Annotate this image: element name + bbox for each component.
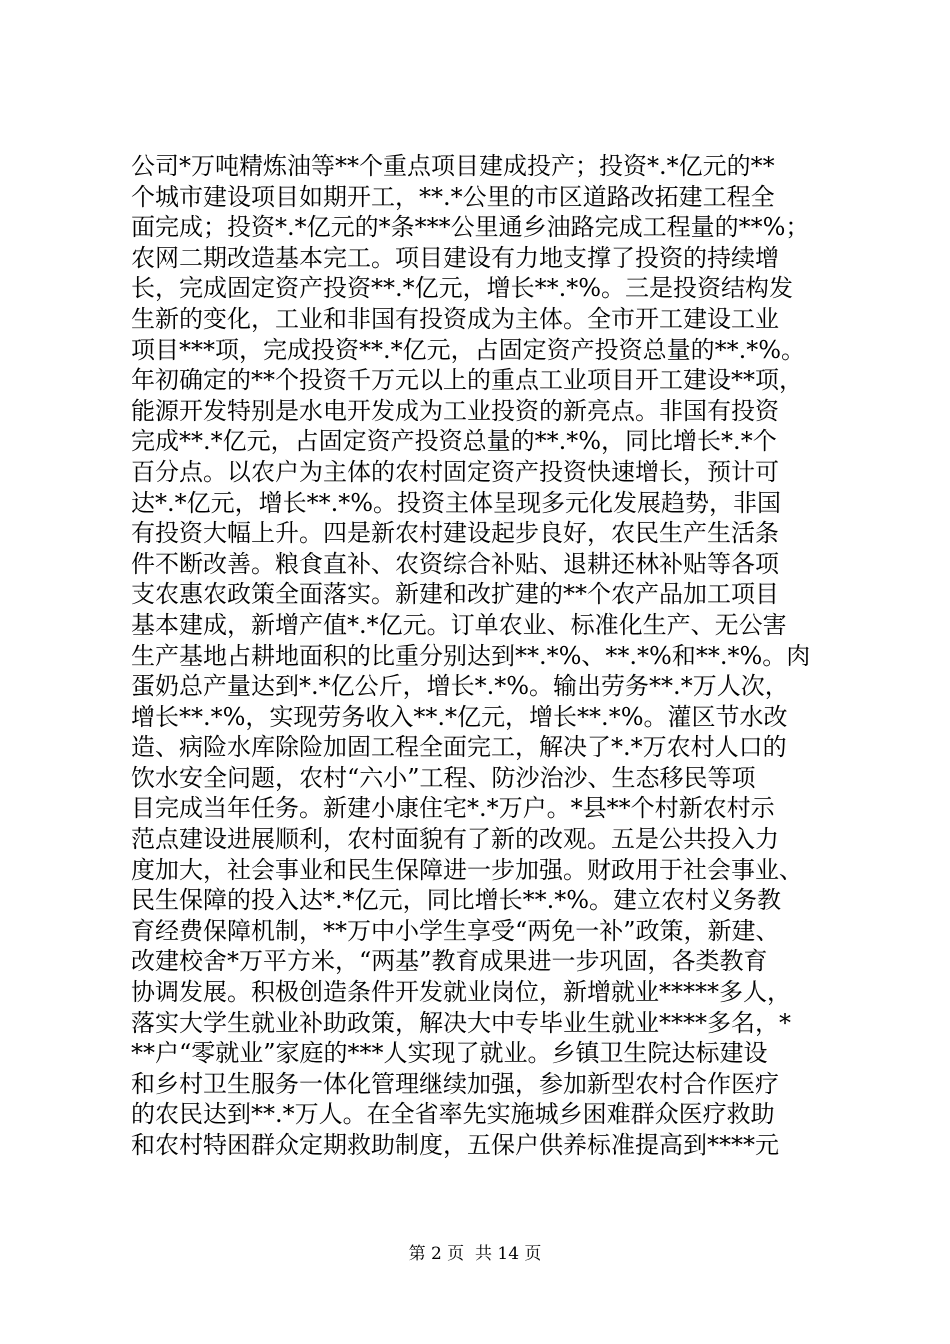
- text-line: 项目***项，完成投资**.*亿元，占固定资产投资总量的**.*%。: [131, 335, 806, 364]
- text-line: 饮水安全问题，农村“六小”工程、防沙治沙、生态移民等项: [131, 763, 756, 792]
- text-line: **户“零就业”家庭的***人实现了就业。乡镇卫生院达标建设: [131, 1039, 768, 1068]
- text-line: 造、病险水库除险加固工程全面完工，解决了*.*万农村人口的: [131, 733, 787, 762]
- text-line: 达*.*亿元，增长**.*%。投资主体呈现多元化发展趋势，非国: [131, 488, 782, 517]
- text-line: 度加大，社会事业和民生保障进一步加强。财政用于社会事业、: [131, 855, 803, 884]
- text-line: 面完成；投资*.*亿元的*条***公里通乡油路完成工程量的**%；: [131, 213, 810, 242]
- text-line: 完成**.*亿元，占固定资产投资总量的**.*%，同比增长*.*个: [131, 427, 777, 456]
- text-line: 公司*万吨精炼油等**个重点项目建成投产；投资*.*亿元的**: [131, 152, 775, 180]
- page-footer: [0, 1243, 950, 1265]
- text-line: 有投资大幅上升。四是新农村建设起步良好，农民生产生活条: [131, 519, 779, 548]
- text-line: 支农惠农政策全面落实。新建和改扩建的**个农产品加工项目: [131, 580, 779, 609]
- text-line: 生产基地占耕地面积的比重分别达到**.*%、**.*%和**.*%。肉: [131, 641, 811, 670]
- text-line: 育经费保障机制，**万中小学生享受“两免一补”政策，新建、: [131, 916, 780, 945]
- text-line: 范点建设进展顺利，农村面貌有了新的改观。五是公共投入力: [131, 825, 779, 854]
- body-paragraph: [131, 151, 831, 1161]
- text-line: 件不断改善。粮食直补、农资综合补贴、退耕还林补贴等各项: [131, 549, 779, 578]
- text-line: 生新的变化，工业和非国有投资成为主体。全市开工建设工业: [131, 304, 779, 333]
- page-number: 第 2 页 共 14 页: [408, 1244, 542, 1264]
- text-line: 目完成当年任务。新建小康住宅*.*万户。*县**个村新农村示: [131, 794, 775, 823]
- text-line: 年初确定的**个投资千万元以上的重点工业项目开工建设**项，: [131, 366, 803, 395]
- text-line: 和农村特困群众定期救助制度，五保户供养标准提高到****元: [131, 1131, 779, 1159]
- text-line: 协调发展。积极创造条件开发就业岗位，新增就业*****多人，: [131, 978, 791, 1007]
- text-line: 改建校舍*万平方米，“两基”教育成果进一步巩固，各类教育: [131, 947, 768, 976]
- text-line: 个城市建设项目如期开工，**.*公里的市区道路改拓建工程全: [131, 182, 775, 211]
- text-line: 农网二期改造基本完工。项目建设有力地支撑了投资的持续增: [131, 243, 779, 272]
- text-line: 蛋奶总产量达到*.*亿公斤，增长*.*%。输出劳务**.*万人次，: [131, 672, 789, 701]
- text-line: 和乡村卫生服务一体化管理继续加强，参加新型农村合作医疗: [131, 1069, 779, 1098]
- text-line: 落实大学生就业补助政策，解决大中专毕业生就业****多名，*: [131, 1008, 791, 1037]
- text-line: 基本建成，新增产值*.*亿元。订单农业、标准化生产、无公害: [131, 610, 787, 639]
- text-line: 民生保障的投入达*.*亿元，同比增长**.*%。建立农村义务教: [131, 886, 782, 915]
- text-line: 的农民达到**.*万人。在全省率先实施城乡困难群众医疗救助: [131, 1100, 775, 1129]
- text-line: 长，完成固定资产投资**.*亿元，增长**.*%。三是投资结构发: [131, 274, 794, 303]
- text-line: 百分点。以农户为主体的农村固定资产投资快速增长，预计可: [131, 457, 779, 486]
- text-line: 增长**.*%，实现劳务收入**.*亿元，增长**.*%。灌区节水改: [131, 702, 788, 731]
- text-line: 能源开发特别是水电开发成为工业投资的新亮点。非国有投资: [131, 396, 779, 425]
